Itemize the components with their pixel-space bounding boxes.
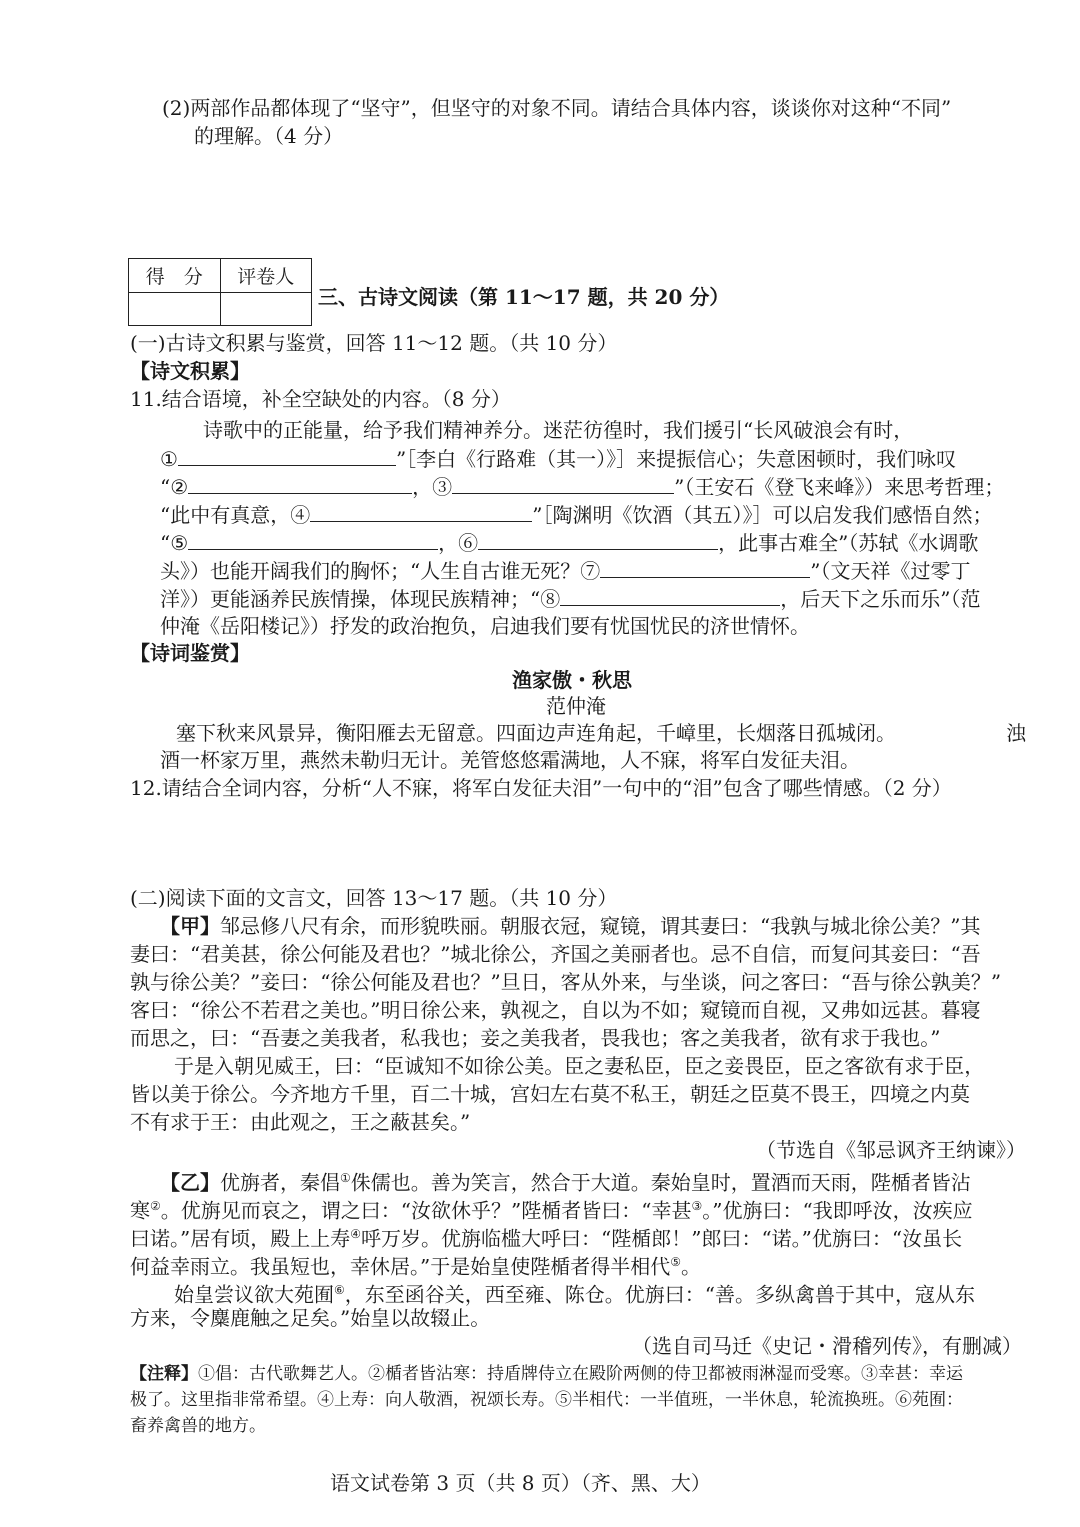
jia-line5: 而思之，曰：“吾妻之美我者，私我也；妾之美我者，畏我也；客之美我者，欲有求于我也。” [130, 1026, 941, 1050]
q12: 12.请结合全词内容，分析“人不寐，将军白发征夫泪”一句中的“泪”包含了哪些情感。（2 分） [130, 776, 952, 800]
jia-line1: 【甲】邹忌修八尺有余，而形貌昳丽。朝服衣冠，窥镜，谓其妻曰：“我孰与城北徐公美？”其 [160, 914, 981, 938]
jia-line4: 客曰：“徐公不若君之美也。”明日徐公来，孰视之，自以为不如；窥镜而自视，又弗如远甚。暮寝 [130, 998, 981, 1022]
grader-cell [220, 292, 312, 326]
jia-line8: 不有求于王：由此观之，王之蔽甚矣。” [130, 1110, 471, 1134]
score-box [128, 258, 312, 326]
yi-source: （选自司马迁《史记・滑稽列传》，有删减） [632, 1334, 1022, 1358]
blank-4[interactable] [310, 501, 532, 522]
q11-line2: ① ”［李白《行路难（其一）》］来提振信心；失意困顿时，我们咏叹 [160, 447, 957, 471]
score-label: 得 分 [129, 259, 221, 293]
blank-8[interactable] [560, 585, 780, 606]
blank-7[interactable] [600, 557, 810, 578]
yi-line6: 方来，令麋鹿触之足矣。”始皇以故辍止。 [130, 1306, 491, 1330]
yi-line4: 何益幸雨立。我虽短也，幸休居。”于是始皇使陛楯者得半相代⑤。 [130, 1254, 701, 1279]
jia-line6: 于是入朝见威王，曰：“臣诚知不如徐公美。臣之妻私臣，臣之妾畏臣，臣之客欲有求于臣， [174, 1054, 985, 1078]
poem-line1-end: 浊 [1006, 721, 1026, 745]
q10-2-line1: (2)两部作品都体现了“坚守”，但坚守的对象不同。请结合具体内容，谈谈你对这种“不同” [162, 96, 952, 120]
blank-3[interactable] [452, 473, 674, 494]
q11-line7: 洋》）更能涵养民族情操，体现民族精神；“⑧ ，后天下之乐而乐”（范 [160, 587, 981, 611]
poem-line2: 酒一杯家万里，燕然未勒归无计。羌管悠悠霜满地，人不寐，将军白发征夫泪。 [160, 748, 860, 772]
notes-line1: 【注释】①倡：古代歌舞艺人。②楯者皆沾寒：持盾牌侍立在殿阶两侧的侍卫都被雨淋湿而受寒。③幸甚：幸运 [130, 1364, 963, 1384]
jia-line3: 孰与徐公美？”妾曰：“徐公何能及君也？”旦日，客从外来，与坐谈，问之客曰：“吾与徐公孰美？” [130, 970, 1002, 994]
q11-line3: “② ，③ ”（王安石《登飞来峰》）来思考哲理； [160, 475, 1005, 499]
jia-line7: 皆以美于徐公。今齐地方千里，百二十城，宫妇左右莫不私王，朝廷之臣莫不畏王，四境之内莫 [130, 1082, 970, 1106]
q11-line1: 诗歌中的正能量，给予我们精神养分。迷茫彷徨时，我们援引“长风破浪会有时， [203, 418, 914, 442]
jia-source: （节选自《邹忌讽齐王纳谏》） [756, 1138, 1026, 1162]
notes-line3: 畜养禽兽的地方。 [130, 1416, 266, 1436]
grader-label: 评卷人 [220, 259, 312, 293]
tag-accumulate: 【诗文积累】 [130, 359, 250, 383]
q11-line8: 仲淹《岳阳楼记》）抒发的政治抱负，启迪我们要有忧国忧民的济世情怀。 [160, 614, 810, 638]
score-cell [129, 292, 221, 326]
q11-line6: 头》）也能开阔我们的胸怀；“人生自古谁无死？⑦ ”（文天祥《过零丁 [160, 559, 971, 583]
poem-author: 范仲淹 [546, 694, 606, 718]
part2-heading: (二)阅读下面的文言文，回答 13～17 题。（共 10 分） [130, 886, 618, 910]
jia-line2: 妻曰：“君美甚，徐公何能及君也？”城北徐公，齐国之美丽者也。忌不自信，而复问其妾曰：“吾 [130, 942, 981, 966]
part1-heading: (一)古诗文积累与鉴赏，回答 11～12 题。（共 10 分） [130, 331, 618, 355]
poem-line1: 塞下秋来风景异，衡阳雁去无留意。四面边声连角起，千嶂里，长烟落日孤城闭。 [176, 721, 896, 745]
poem-title: 渔家傲・秋思 [512, 668, 632, 692]
blank-2[interactable] [188, 473, 412, 494]
q11-line4: “此中有真意，④ ”［陶渊明《饮酒（其五）》］可以启发我们感悟自然； [160, 503, 993, 527]
yi-line3: 曰诺。”居有顷，殿上上寿④呼万岁。优旃临槛大呼曰：“陛楯郎！”郎曰：“诺。”优旃曰：“汝虽长 [130, 1226, 963, 1251]
yi-line1: 【乙】优旃者，秦倡①侏儒也。善为笑言，然合于大道。秦始皇时，置酒而天雨，陛楯者皆沾 [160, 1170, 971, 1195]
blank-1[interactable] [178, 445, 396, 466]
q10-2-line2: 的理解。（4 分） [194, 124, 344, 148]
notes-line2: 极了。这里指非常希望。④上寿：向人敬酒，祝颂长寿。⑤半相代：一半值班，一半休息，轮流换班。⑥苑囿： [130, 1390, 963, 1410]
q11-line5: “⑤ ，⑥ ，此事古难全”（苏轼《水调歌 [160, 531, 979, 555]
yi-line2: 寒②。优旃见而哀之，谓之曰：“汝欲休乎？”陛楯者皆曰：“幸甚③。”优旃曰：“我即呼汝，汝疾应 [130, 1198, 973, 1223]
blank-5[interactable] [188, 529, 438, 550]
section3-title: 三、古诗文阅读（第 11～17 题，共 20 分） [318, 285, 730, 309]
yi-line5: 始皇尝议欲大苑囿⑥，东至函谷关，西至雍、陈仓。优旃曰：“善。多纵禽兽于其中，寇从东 [174, 1282, 975, 1307]
blank-6[interactable] [478, 529, 718, 550]
q11-stem: 11.结合语境，补全空缺处的内容。（8 分） [130, 387, 511, 411]
tag-appreciate: 【诗词鉴赏】 [130, 641, 250, 665]
page-footer: 语文试卷第 3 页（共 8 页）（齐、黑、大） [330, 1471, 711, 1495]
